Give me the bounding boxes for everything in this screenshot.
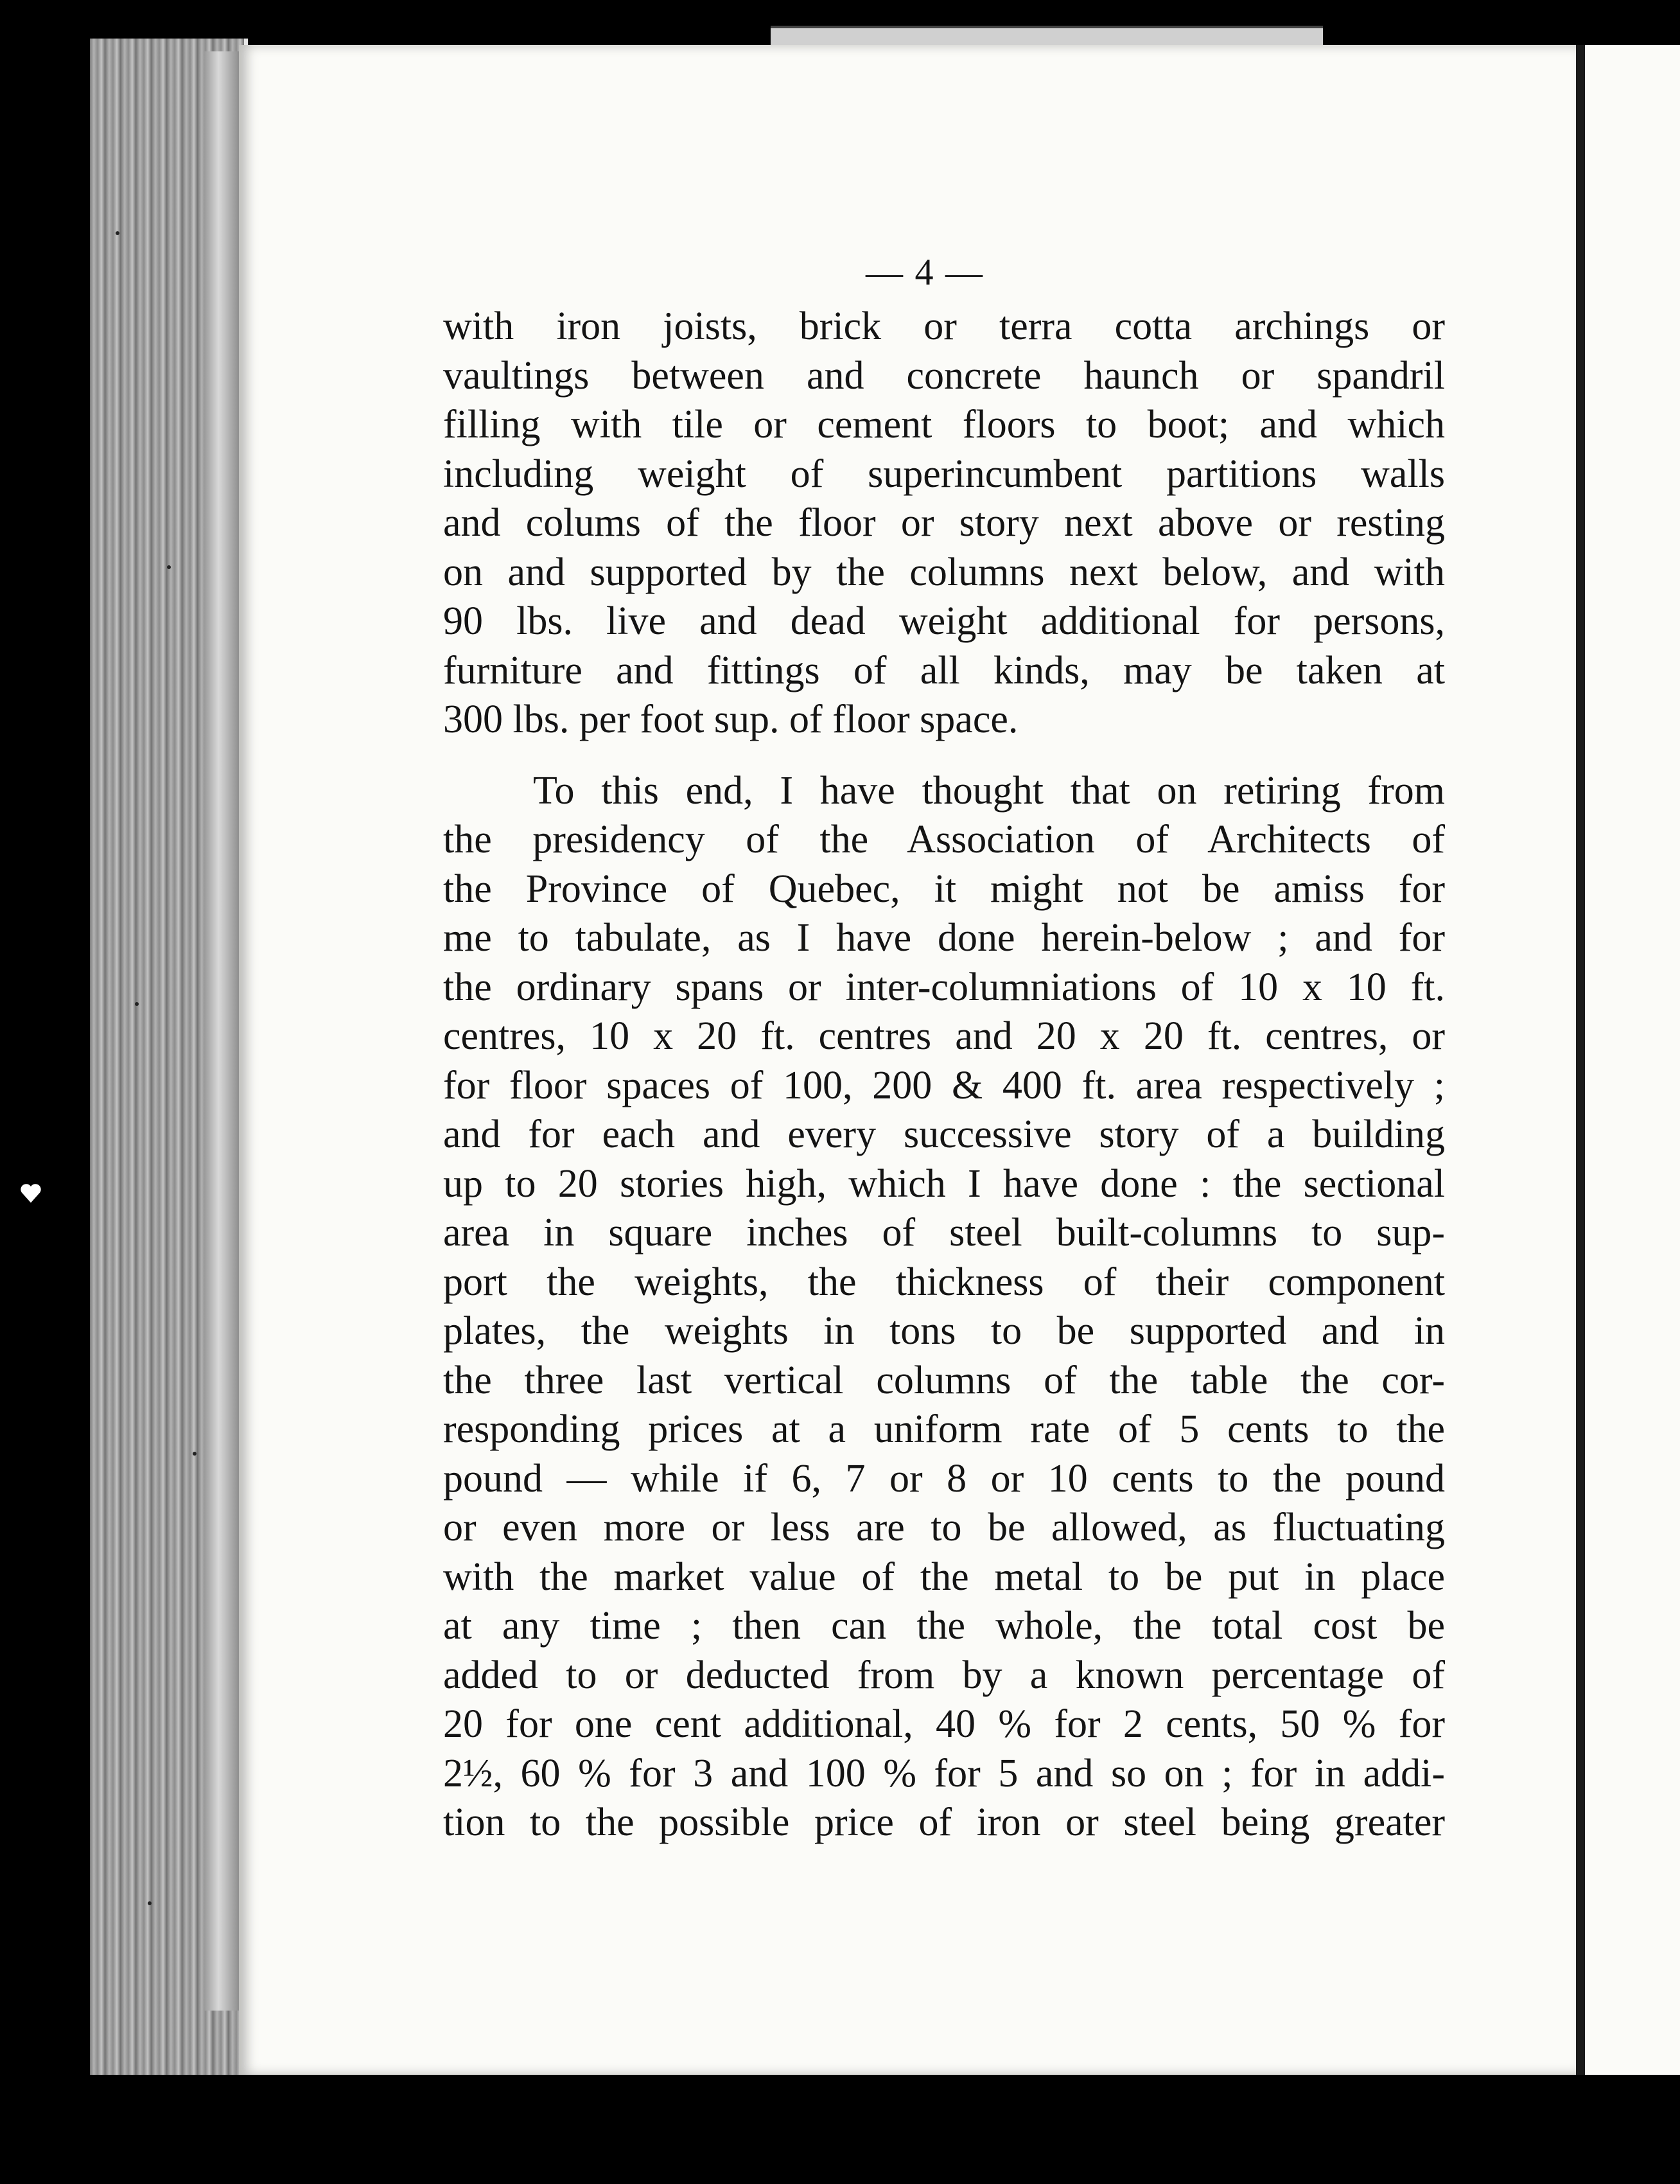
text-line: filling with tile or cement floors to boot; and which xyxy=(443,403,1445,446)
text-line: up to 20 stories high, which I have done : the sectional xyxy=(443,1161,1445,1206)
text-line: vaultings between and concrete haunch or spandril xyxy=(443,353,1445,398)
text-line: the three last vertical columns of the table the cor- xyxy=(443,1358,1445,1402)
text-line: for floor spaces of 100, 200 & 400 ft. area respectively ; xyxy=(443,1063,1445,1107)
inner-page-edge xyxy=(204,51,240,2011)
text-line: centres, 10 x 20 ft. centres and 20 x 20 ft. centres, or xyxy=(443,1014,1445,1058)
text-line: added to or deducted from by a known percentage of xyxy=(443,1653,1445,1697)
text-line: and colums of the floor or story next above or resting xyxy=(443,501,1445,545)
text-line: furniture and fittings of all kinds, may be taken at xyxy=(443,648,1445,692)
text-line: at any time ; then can the whole, the total cost be xyxy=(443,1604,1445,1648)
facing-page-edge xyxy=(1585,45,1680,2075)
body-text xyxy=(443,302,1445,1847)
text-line: with the market value of the metal to be put in place xyxy=(443,1554,1445,1599)
text-line: To this end, I have thought that on retiring from xyxy=(533,768,1445,813)
text-line: me to tabulate, as I have done herein-below ; and for xyxy=(443,916,1445,960)
text-line: including weight of superincumbent partitions walls xyxy=(443,452,1445,496)
heart-icon xyxy=(19,1182,42,1205)
text-line: pound — while if 6, 7 or 8 or 10 cents to the pound xyxy=(443,1456,1445,1501)
text-line: 90 lbs. live and dead weight additional for persons, xyxy=(443,599,1445,643)
text-line: plates, the weights in tons to be supported and in xyxy=(443,1309,1445,1353)
paragraph-2 xyxy=(443,766,1445,1847)
top-binding-mark xyxy=(771,26,1323,46)
text-line: port the weights, the thickness of their component xyxy=(443,1260,1445,1304)
text-line: the presidency of the Association of Architects of xyxy=(443,818,1445,861)
text-line: the Province of Quebec, it might not be amiss for xyxy=(443,867,1445,911)
gutter-shadow xyxy=(1576,45,1585,2075)
paragraph-1 xyxy=(443,302,1445,744)
text-line: 20 for one cent additional, 40 % for 2 cents, 50 % for xyxy=(443,1702,1445,1746)
text-line: and for each and every successive story of a building xyxy=(443,1113,1445,1156)
text-line: 300 lbs. per foot sup. of floor space. xyxy=(443,698,1019,741)
text-line: responding prices at a uniform rate of 5 cents to the xyxy=(443,1407,1445,1451)
text-line: 2½, 60 % for 3 and 100 % for 5 and so on ; for in addi- xyxy=(443,1751,1445,1795)
text-line: area in square inches of steel built-columns to sup- xyxy=(443,1211,1445,1255)
page-number: — 4 — xyxy=(866,251,984,293)
text-line: on and supported by the columns next below, and with xyxy=(443,550,1445,594)
text-line: the ordinary spans or inter-columniations of 10 x 10 ft. xyxy=(443,965,1445,1009)
text-line: or even more or less are to be allowed, as fluctuating xyxy=(443,1506,1445,1549)
text-line: tion to the possible price of iron or steel being greater xyxy=(443,1801,1445,1844)
text-line: with iron joists, brick or terra cotta archings or xyxy=(443,304,1445,348)
